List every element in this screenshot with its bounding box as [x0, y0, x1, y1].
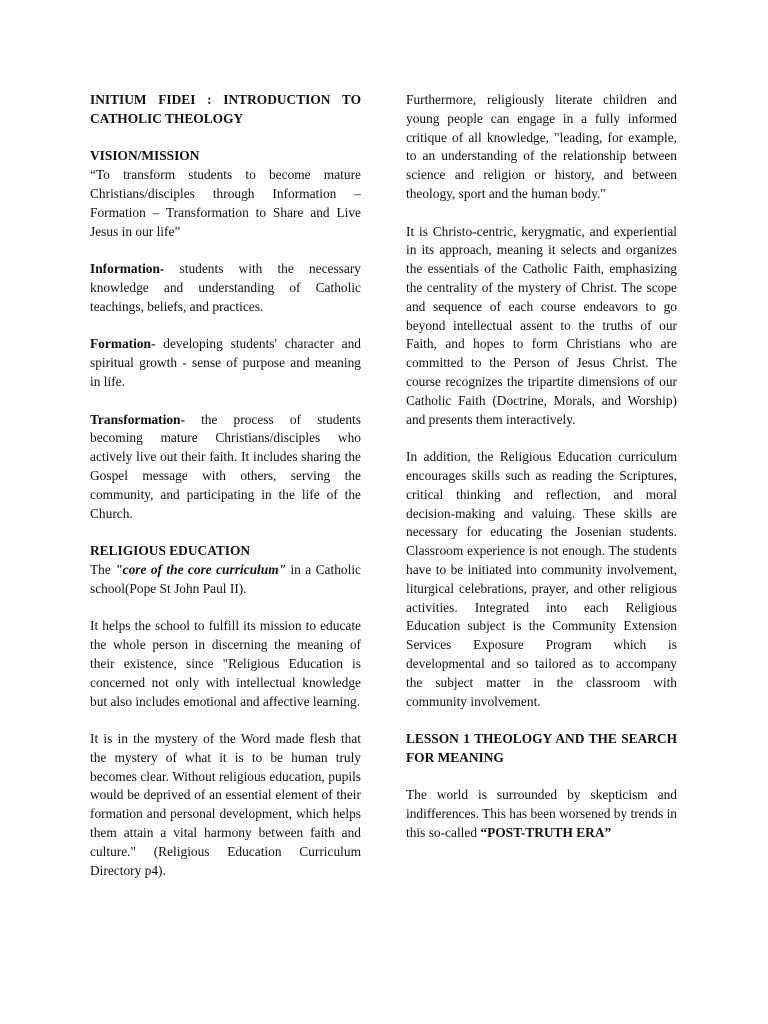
transformation-text: the process of students becoming mature Christians/disciples who actively live out their faith. It includes sharing the Gospel message with others, serving the community, and participating in the life of the Church. [90, 411, 361, 521]
core-curriculum-prefix: The [90, 561, 116, 577]
skills-paragraph: In addition, the Religious Education curriculum encourages skills such as reading the Scriptures, critical thinking and reflection, and moral decision-making and valuing. These skills are necessary for educating the Josenian students. Classroom experience is not enough. The students have to be initiated into community involvement, liturgical celebrations, prayer, and other religious activities. Integrated into each Religious Education subject is the Community Extension Services Exposure Program which is developmental and so tailored as to accompany the subject matter in the classroom with community involvement. [406, 449, 677, 709]
religious-education-heading: RELIGIOUS EDUCATION [90, 543, 251, 559]
vision-mission-text: “To transform students to become mature Christians/disciples through Information – Formation – Transformation to Share and Live Jesus in our life” [90, 167, 361, 239]
right-column [406, 91, 677, 843]
formation-text: developing students' character and spiritual growth - sense of purpose and meaning in life. [90, 336, 361, 389]
mystery-word-paragraph: It is in the mystery of the Word made flesh that the mystery of what it is to be human truly becomes clear. Without religious education, pupils would be deprived of an essential element of their formation and personal development, which helps them attain a vital harmony between faith and culture." (Religious Education Curriculum Directory p4). [90, 731, 361, 878]
information-text: students with the necessary knowledge and understanding of Catholic teachings, beliefs, and practices. [90, 261, 361, 314]
helps-school-paragraph: It helps the school to fulfill its mission to educate the whole person in discerning the meaning of their existence, since "Religious Education is concerned not only with intellectual knowledge but also includes emotional and affective learning. [90, 618, 361, 709]
christo-centric-paragraph: It is Christo-centric, kerygmatic, and experiential in its approach, meaning it selects and organizes the essentials of the Catholic Faith, emphasizing the centrality of the mystery of Christ. The scope and sequence of each course endeavors to go beyond intellectual assent to the truths of our Faith, and hopes to form Christians who are committed to the Person of Jesus Christ. The course recognizes the tripartite dimensions of our Catholic Faith (Doctrine, Morals, and Worship) and presents them interactively. [406, 223, 677, 427]
transformation-paragraph [90, 411, 361, 524]
post-truth-paragraph [406, 786, 677, 842]
formation-paragraph [90, 335, 361, 391]
lesson-1-heading: LESSON 1 THEOLOGY AND THE SEARCH FOR MEANING [406, 731, 677, 765]
core-curriculum-suffix: in a Catholic school(Pope St John Paul II). [90, 561, 361, 596]
document-title: INITIUM FIDEI : INTRODUCTION TO CATHOLIC THEOLOGY [90, 92, 361, 126]
furthermore-paragraph: Furthermore, religiously literate children and young people can engage in a fully informed critique of all knowledge, "leading, for example, to an understanding of the relationship between science and religion or history, and between theology, sport and the human body." [406, 92, 677, 201]
information-term: Information- [90, 261, 165, 277]
core-curriculum-paragraph [90, 561, 361, 599]
post-truth-text: The world is surrounded by skepticism and indifferences. This has been worsened by trends in this so-called [406, 787, 677, 841]
core-curriculum-quote: "core of the core curriculum" [115, 561, 287, 577]
formation-term: Formation- [90, 336, 156, 352]
left-column [90, 91, 361, 880]
transformation-term: Transformation- [90, 411, 185, 427]
vision-mission-heading: VISION/MISSION [90, 148, 200, 164]
post-truth-emphasis: “POST-TRUTH ERA” [480, 825, 612, 841]
information-paragraph [90, 260, 361, 316]
